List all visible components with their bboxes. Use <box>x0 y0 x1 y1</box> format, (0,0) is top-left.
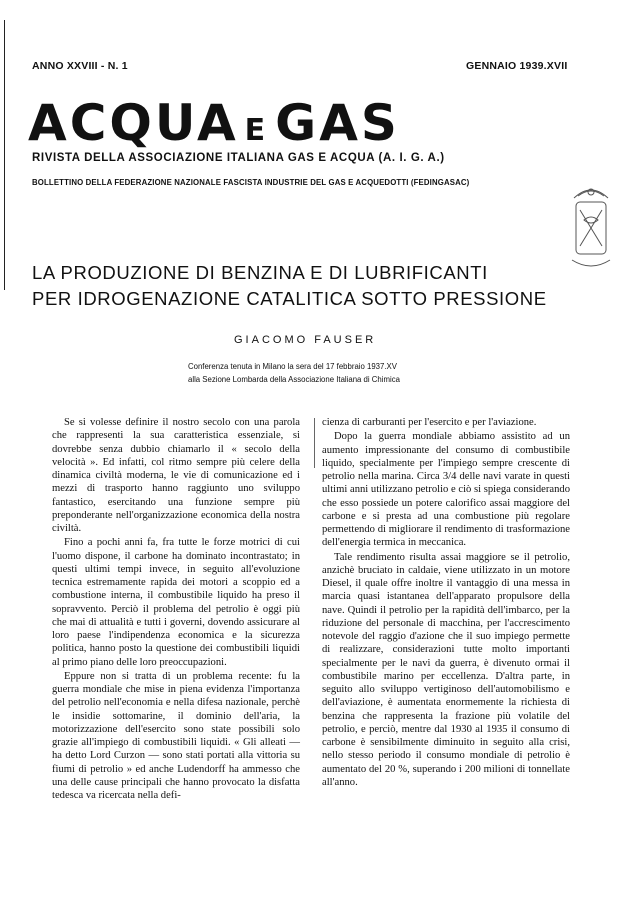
article-headline-line1: LA PRODUZIONE DI BENZINA E DI LUBRIFICANTI <box>32 262 488 283</box>
conference-note-line2: alla Sezione Lombarda della Associazione Italiana di Chimica <box>188 375 400 384</box>
library-stamp-icon <box>566 180 616 276</box>
paragraph: Fino a pochi anni fa, fra tutte le forze motrici di cui l'uomo dispone, il carbone ha dominato incontrastato; in questi ultimi tempi invece, in seguito all'evoluzione tecnica estremamente rapida dei motori a scoppio ed a combustione interna, il combustibile liquido ha preso il sopravvento. Perciò il problema del petrolio è oggi più che mai di attualità e tutti i governi, dovendo assicurare al loro paese l'indipendenza economica e la sicurezza politica, hanno posto la questione dei combustibili liquidi al primo piano delle loro preoccupazioni. <box>52 537 300 668</box>
conference-note-line1: Conferenza tenuta in Milano la sera del 17 febbraio 1937.XV <box>188 362 397 371</box>
paragraph: Dopo la guerra mondiale abbiamo assistito ad un aumento impressionante del consumo di combustibile liquido, specialmente per l'impiego sempre crescente di petrolio nella marina. Circa 3/4 delle navi varate in questi ultimi anni utilizzano petrolio e ciò si spiega considerando che esso possiede un potere calorifico assai maggiore del carbone e si presta ad una combustione più regolare permettendo di migliorare il rendimento di trasformazione dell'energia termica in meccanica. <box>322 431 570 549</box>
article-author: GIACOMO FAUSER <box>234 334 377 346</box>
bulletin-line: BOLLETTINO DELLA FEDERAZIONE NAZIONALE FASCISTA INDUSTRIE DEL GAS E ACQUEDOTTI (FEDINGASAC) <box>32 178 470 187</box>
column-divider <box>314 418 315 468</box>
paragraph: Se si volesse definire il nostro secolo con una parola che rappresenti la sua caratteristica essenziale, si dovrebbe senza dubbio chiamarlo il « secolo della velocità ». Ed infatti, col ritmo sempre più celere della dinamica civiltà moderna, le vie di comunicazione ed i mezzi di trasporto hanno raggiunto uno sviluppo fantastico, esercitando una funzione sempre più preponderante nell'organizzazione economica della nostra civiltà. <box>52 417 300 534</box>
issue-number: ANNO XXVIII - N. 1 <box>32 60 128 72</box>
paragraph: cienza di carburanti per l'esercito e per l'aviazione. <box>322 417 537 428</box>
paragraph: Eppure non si tratta di un problema recente: fu la guerra mondiale che mise in piena evidenza l'importanza del petrolio nell'economia e nella difesa nazionale, perchè le insidie sottomarine, il dominio dell'aria, la motorizzazione dell'esercito sono state possibili solo grazie all'impiego di combustibili liquidi. « Gli alleati — ha detto Lord Curzon — sono stati portati alla vittoria su fiumi di petrolio » ed anche Ludendorff ha ammesso che una delle cause principali che hanno provocato la disfatta tedesca va ricercata nella defi- <box>52 670 300 801</box>
journal-title <box>28 94 400 152</box>
left-text-column <box>52 416 300 802</box>
paragraph: Tale rendimento risulta assai maggiore se il petrolio, anzichè bruciato in caldaie, viene utilizzato in un motore Diesel, il quale offre inoltre il vantaggio di una messa in marcia quasi istantanea dell'apparato propulsore della nave. Quindi il petrolio per la rapidità dell'imbarco, per la riduzione del personale di macchina, per l'accrescimento notevole del raggio d'azione che il suo impiego permette di realizzare, considerazioni tutte molto importanti specialmente per le navi da guerra, è divenuto ormai il combustibile marino per eccellenza. D'altra parte, in seguito allo sviluppo vertiginoso dell'automobilismo e dell'aviazione, è aumentata enormemente la richiesta di benzina che rappresenta la frazione più volatile del petrolio, e perciò, mentre dal 1930 al 1935 il consumo di carbone è sensibilmente diminuito in seguito alla crisi, nello stesso periodo il consumo mondiale di petrolio è aumentato del 20 %, superando i 200 milioni di tonnellate all'anno. <box>322 551 570 788</box>
issue-date: GENNAIO 1939.XVII <box>466 60 568 72</box>
title-word-gas: GAS <box>275 94 400 152</box>
right-text-column <box>322 416 570 789</box>
title-word-e: E <box>244 113 266 148</box>
title-word-acqua: ACQUA <box>28 94 239 152</box>
binding-edge-line <box>4 20 5 290</box>
article-headline-line2: PER IDROGENAZIONE CATALITICA SOTTO PRESSIONE <box>32 288 547 309</box>
journal-subtitle: RIVISTA DELLA ASSOCIAZIONE ITALIANA GAS E ACQUA (A. I. G. A.) <box>32 152 445 164</box>
